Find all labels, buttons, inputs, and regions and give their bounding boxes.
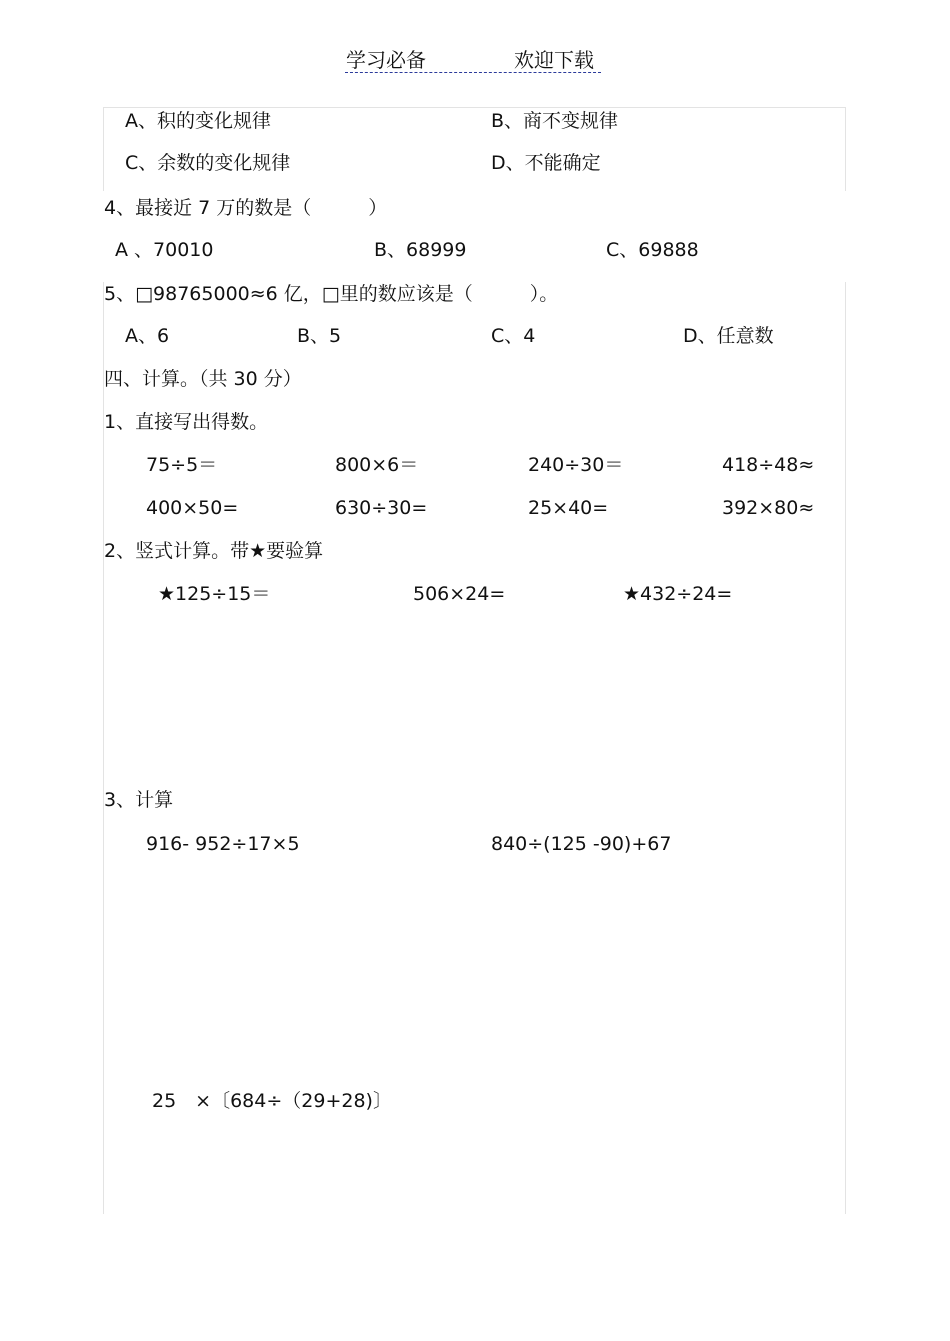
table-top-border	[103, 107, 845, 108]
q4-option-c: C、69888	[606, 239, 699, 261]
part1-row2-item3: 25×40=	[528, 497, 609, 519]
q5-option-a: A、6	[125, 325, 170, 347]
part2-item3: ★432÷24=	[623, 583, 733, 605]
q4-option-b: B、68999	[374, 239, 467, 261]
part1-row1-item2: 800×6＝	[335, 454, 419, 476]
part1-row1-item1: 75÷5＝	[146, 454, 218, 476]
q3-option-a: A、积的变化规律	[125, 110, 271, 132]
part1-row2-item2: 630÷30=	[335, 497, 428, 519]
part3-title: 3、计算	[104, 789, 174, 811]
q5-option-b: B、5	[297, 325, 342, 347]
q5-option-d: D、任意数	[683, 325, 774, 347]
part1-row2-item4: 392×80≈	[722, 497, 815, 519]
part3-item1: 916- 952÷17×5	[146, 833, 300, 855]
part2-item2: 506×24=	[413, 583, 506, 605]
table-right-border-top	[845, 107, 846, 191]
q4-stem: 4、最接近 7 万的数是（ ）	[104, 197, 388, 219]
part1-row1-item4: 418÷48≈	[722, 454, 815, 476]
part1-row1-item3: 240÷30＝	[528, 454, 624, 476]
part3-item3: 25 ×〔684÷（29+28)〕	[152, 1090, 392, 1112]
section4-title: 四、计算。（共 30 分）	[104, 368, 302, 390]
part1-title: 1、直接写出得数。	[104, 411, 269, 433]
part3-item2: 840÷(125 -90)+67	[491, 833, 672, 855]
q3-option-b: B、商不变规律	[491, 110, 619, 132]
table-right-border-bottom	[845, 282, 846, 1214]
q4-option-a: A 、70010	[115, 239, 214, 261]
part1-row2-item1: 400×50=	[146, 497, 239, 519]
q5-stem: 5、□98765000≈6 亿，□里的数应该是（ ）。	[104, 283, 559, 305]
q3-option-c: C、余数的变化规律	[125, 152, 291, 174]
header-right-title: 欢迎下载	[514, 48, 594, 72]
header-left-title: 学习必备	[346, 48, 426, 72]
part2-item1: ★125÷15＝	[158, 583, 271, 605]
q3-option-d: D、不能确定	[491, 152, 601, 174]
header-dashed-rule	[345, 72, 601, 73]
table-left-border-top	[103, 107, 104, 191]
q5-option-c: C、4	[491, 325, 536, 347]
part2-title: 2、竖式计算。带★要验算	[104, 540, 324, 562]
